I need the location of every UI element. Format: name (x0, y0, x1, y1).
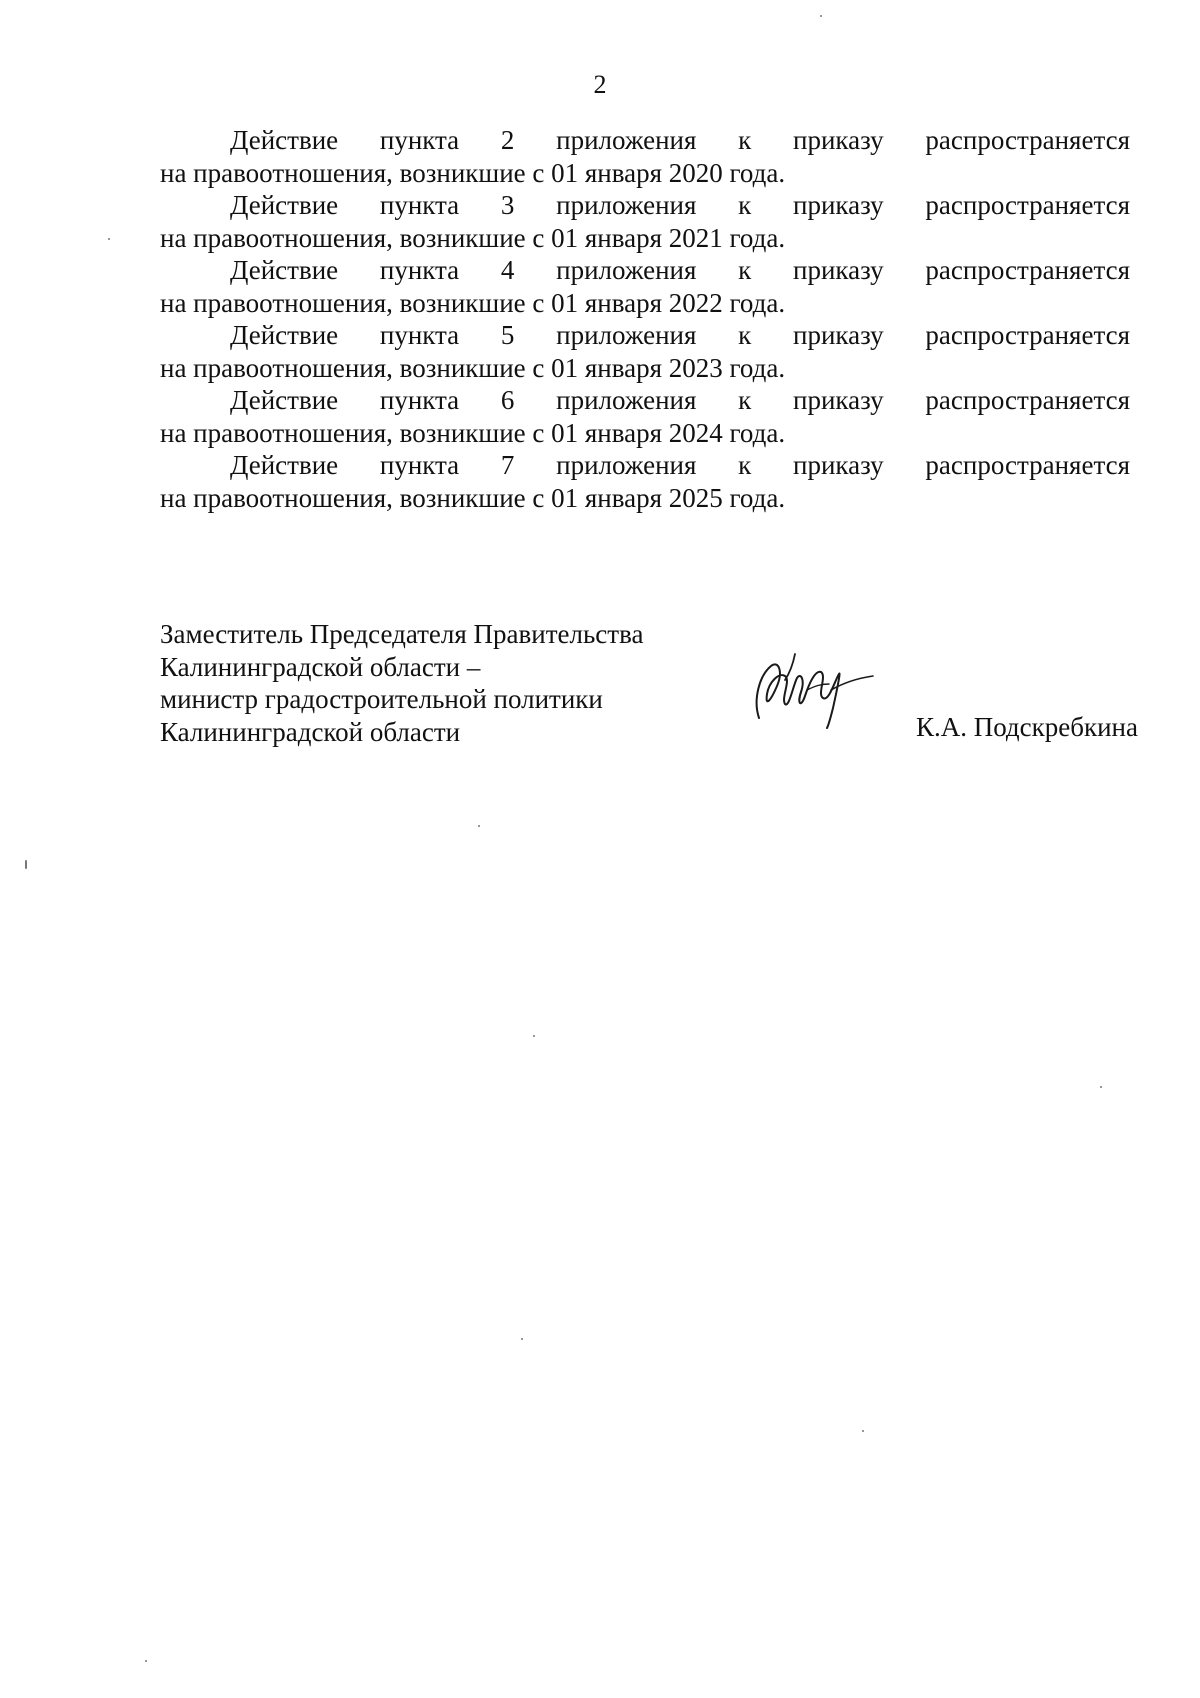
document-body (160, 124, 1130, 514)
signatory-title-line: министр градостроительной политики (160, 684, 603, 714)
signatory-title (160, 618, 643, 748)
paragraph-second-line: на правоотношения, возникшие с 01 января 2023 года. (160, 352, 786, 383)
signatory-title-line: Заместитель Председателя Правительства (160, 619, 644, 649)
page-number: 2 (593, 70, 607, 99)
paragraph-second-line: на правоотношения, возникшие с 01 января 2020 года. (160, 157, 786, 188)
scan-speck (478, 825, 480, 827)
paragraph-second-line: на правоотношения, возникшие с 01 января 2025 года. (160, 482, 786, 513)
paragraph-item-5 (160, 319, 1130, 384)
scan-speck (533, 1035, 535, 1037)
scan-speck (1100, 1086, 1102, 1088)
paragraph-item-2 (160, 124, 1130, 189)
signatory-title-line: Калининградской области – (160, 651, 481, 682)
scan-speck (145, 1660, 147, 1662)
scan-speck (521, 1338, 523, 1340)
paragraph-first-line: Действие пункта 2 приложения к приказу распространяется (230, 125, 1130, 155)
scan-speck (108, 238, 110, 240)
paragraph-item-3 (160, 189, 1130, 254)
scan-speck (862, 1430, 864, 1432)
paragraph-first-line: Действие пункта 3 приложения к приказу распространяется (230, 190, 1130, 220)
paragraph-first-line: Действие пункта 7 приложения к приказу распространяется (230, 450, 1130, 480)
paragraph-second-line: на правоотношения, возникшие с 01 января 2021 года. (160, 222, 786, 253)
paragraph-first-line: Действие пункта 6 приложения к приказу распространяется (230, 385, 1130, 415)
signatory-title-line: Калининградской области (160, 716, 461, 747)
paragraph-first-line: Действие пункта 5 приложения к приказу распространяется (230, 320, 1130, 350)
handwritten-signature (745, 650, 875, 730)
paragraph-second-line: на правоотношения, возникшие с 01 января 2022 года. (160, 287, 786, 318)
paragraph-item-7 (160, 449, 1130, 514)
paragraph-item-4 (160, 254, 1130, 319)
paragraph-item-6 (160, 384, 1130, 449)
paragraph-second-line: на правоотношения, возникшие с 01 января 2024 года. (160, 417, 786, 448)
signatory-name: К.А. Подскребкина (915, 712, 1138, 742)
scan-speck (25, 860, 27, 869)
paragraph-first-line: Действие пункта 4 приложения к приказу распространяется (230, 255, 1130, 285)
scan-speck (820, 15, 822, 17)
